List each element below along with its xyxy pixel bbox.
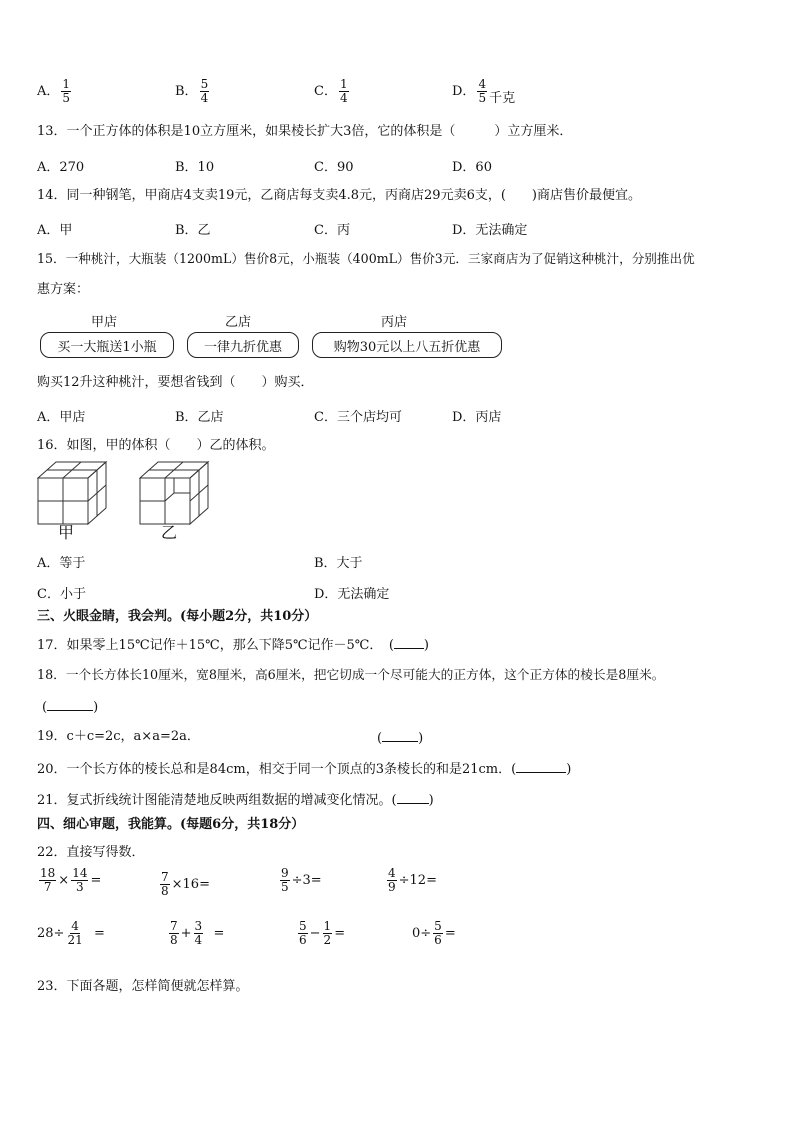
q15-option-d: D．丙店 <box>452 410 502 425</box>
q13-option-b: B．10 <box>175 160 215 175</box>
q14-option-d: D．无法确定 <box>452 223 528 238</box>
shop-b-offer: 一律九折优惠 <box>187 332 299 358</box>
calc-2-2: $\frac{7}{8}$ + $\frac{3}{4}$ = <box>170 919 225 947</box>
cube-figure-a <box>38 462 106 524</box>
q13-text: 13．一个正方体的体积是10立方厘米，如果棱长扩大3倍，它的体积是（ ）立方厘米． <box>37 124 573 139</box>
q12-option-a: A． $\frac{1}{5}$ <box>37 77 71 105</box>
q17-text: 17．如果零上15℃记作＋15℃，那么下降5℃记作－5℃． ( ) <box>37 638 429 653</box>
q15-option-a: A．甲店 <box>37 410 86 425</box>
calc-2-1: 28÷ $\frac{4}{21}$ = <box>37 919 105 947</box>
q20-answer-blank[interactable] <box>516 760 566 773</box>
q15-question: 购买12升这种桃汁，要想省钱到（ ）购买． <box>37 375 314 390</box>
shop-c-name: 丙店 <box>381 315 408 330</box>
q15-text-line2: 惠方案： <box>37 282 90 297</box>
shop-a-name: 甲店 <box>91 315 118 330</box>
q23-text: 23．下面各题，怎样简便就怎样算。 <box>37 979 249 994</box>
section3-title: 三、火眼金睛，我会判。(每小题2分，共10分） <box>37 609 318 624</box>
q17-answer-blank[interactable] <box>394 636 424 649</box>
shop-b-name: 乙店 <box>225 315 252 330</box>
q19-answer-blank[interactable] <box>382 729 418 742</box>
q19-text: 19．c＋c=2c，a×a=2a． <box>37 729 200 744</box>
q16-text: 16．如图，甲的体积（ ）乙的体积。 <box>37 438 275 453</box>
q21-answer-blank[interactable] <box>397 791 429 804</box>
q14-option-c: C．丙 <box>314 223 350 238</box>
q22-text: 22．直接写得数． <box>37 845 145 860</box>
q16-label-b: 乙 <box>161 523 178 542</box>
q13-option-c: C．90 <box>314 160 354 175</box>
calc-2-4: 0÷ $\frac{5}{6}$ = <box>412 919 456 947</box>
q16-option-b: B．大于 <box>314 556 363 571</box>
q16-option-d: D．无法确定 <box>314 587 390 602</box>
calc-1-1: $\frac{18}{7}$ × $\frac{14}{3}$ = <box>40 866 102 894</box>
cube-figure-b <box>140 462 208 524</box>
calc-1-3: $\frac{9}{5}$ ÷3= <box>281 866 322 894</box>
q18-text: 18．一个长方体长10厘米，宽8厘米，高6厘米，把它切成一个尽可能大的正方体，这个正方体的棱长是8厘米。 <box>37 667 665 682</box>
calc-1-2: $\frac{7}{8}$ ×16= <box>161 870 210 898</box>
q18-answer: ( ) <box>42 700 99 715</box>
q14-text: 14．同一种钢笔，甲商店4支卖19元，乙商店每支卖4.8元，丙商店29元卖6支，( )商店售价最便宜。 <box>37 188 641 203</box>
shop-a-offer: 买一大瓶送1小瓶 <box>40 332 174 358</box>
calc-1-4: $\frac{4}{9}$ ÷12= <box>388 866 437 894</box>
q16-option-a: A．等于 <box>37 556 86 571</box>
q20-text: 20．一个长方体的棱长总和是84cm，相交于同一个顶点的3条棱长的和是21cm．( ) <box>37 762 572 777</box>
q14-option-b: B．乙 <box>175 223 211 238</box>
q15-option-c: C．三个店均可 <box>314 410 402 425</box>
q12-option-d: D． $\frac{4}{5}$ 千克 <box>452 77 516 106</box>
q15-option-b: B．乙店 <box>175 410 224 425</box>
q14-option-a: A．甲 <box>37 223 73 238</box>
q16-label-a: 甲 <box>58 523 75 542</box>
q15-text-line1: 15．一种桃汁，大瓶装（1200mL）售价8元，小瓶装（400mL）售价3元．三家商店为了促销这种桃汁，分别推出优 <box>37 251 695 266</box>
q12-option-c: C． $\frac{1}{4}$ <box>314 77 348 105</box>
shop-c-offer: 购物30元以上八五折优惠 <box>312 332 502 358</box>
q12-option-b: B． $\frac{5}{4}$ <box>175 77 209 105</box>
section4-title: 四、细心审题，我能算。(每题6分，共18分） <box>37 817 305 832</box>
q16-option-c: C．小于 <box>37 587 86 602</box>
q13-option-a: A．270 <box>37 160 85 175</box>
q18-answer-blank[interactable] <box>47 698 93 711</box>
q13-option-d: D．60 <box>452 160 492 175</box>
q19-answer: ( ) <box>377 731 424 746</box>
calc-2-3: $\frac{5}{6}$ − $\frac{1}{2}$ = <box>299 919 346 947</box>
q21-text: 21．复式折线统计图能清楚地反映两组数据的增减变化情况。( ) <box>37 793 434 808</box>
